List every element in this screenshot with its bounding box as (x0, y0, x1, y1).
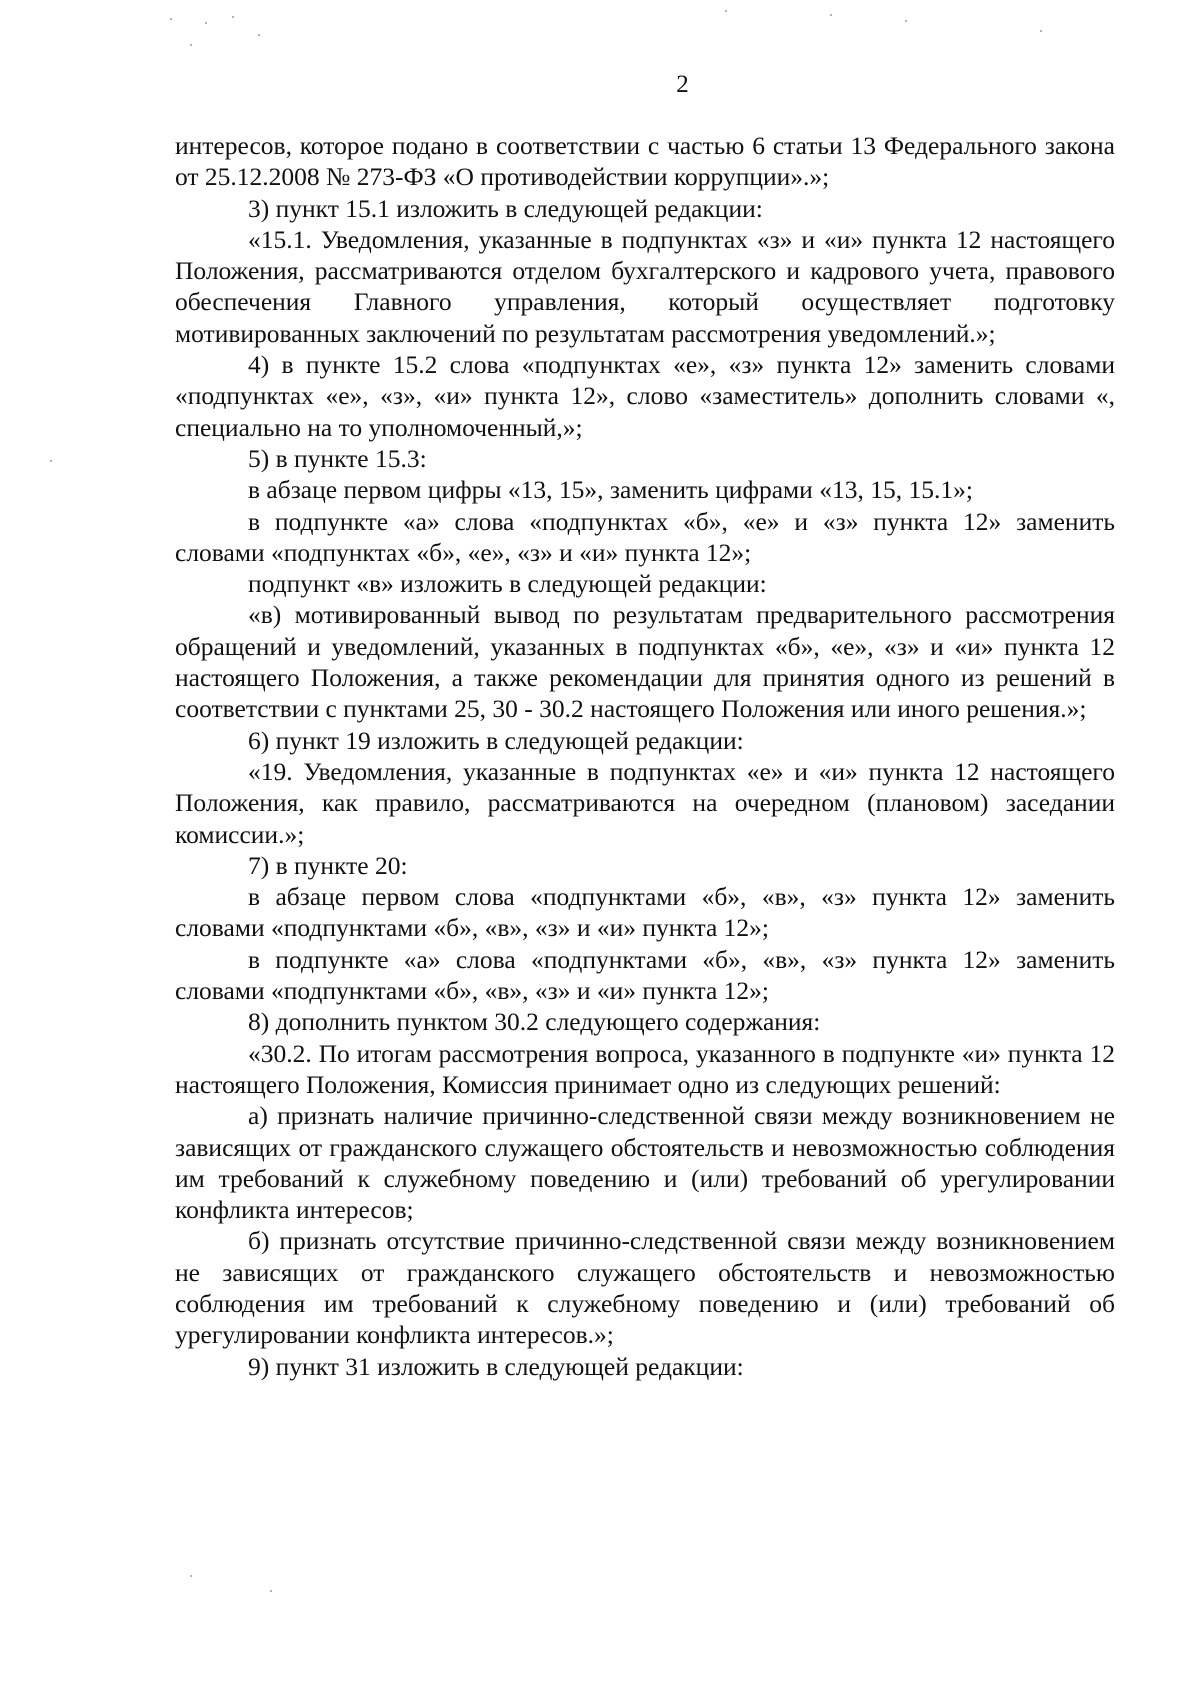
scan-speck (905, 20, 907, 22)
paragraph: «30.2. По итогам рассмотрения вопроса, указанного в подпункте «и» пункта 12 настоящего Положения, Комиссия принимает одно из следующих решений: (175, 1038, 1115, 1099)
scan-speck (725, 10, 727, 12)
scan-speck (205, 22, 207, 24)
paragraph: 5) в пункте 15.3: (248, 443, 427, 473)
paragraph: «15.1. Уведомления, указанные в подпунктах «з» и «и» пункта 12 настоящего Положения, рассматриваются отделом бухгалтерского и кадрового учета, правового обеспечения Главного управления, который осуществляет подготовку мотивированных заключений по результатам рассмотрения уведомлений.»; (175, 224, 1115, 348)
scan-speck (830, 14, 832, 16)
paragraph: 7) в пункте 20: (248, 850, 408, 880)
paragraph: 9) пункт 31 изложить в следующей редакции: (248, 1351, 744, 1381)
paragraph: 8) дополнить пунктом 30.2 следующего содержания: (248, 1007, 821, 1037)
paragraph: в подпункте «а» слова «подпунктами «б», «в», «з» пункта 12» заменить словами «подпунктами «б», «в», «з» и «и» пункта 12»; (175, 944, 1115, 1006)
paragraph: а) признать наличие причинно-следственной связи между возникновением не зависящих от гражданского служащего обстоятельств и невозможностью соблюдения им требований к служебному поведению и (или) требований об урегулировании конфликта интересов; (175, 1101, 1115, 1225)
scan-speck (190, 44, 192, 46)
scan-speck (270, 1590, 272, 1592)
paragraph: в абзаце первом цифры «13, 15», заменить цифрами «13, 15, 15.1»; (248, 475, 973, 505)
document-body (175, 130, 1115, 1382)
paragraph: подпункт «в» изложить в следующей редакции: (248, 569, 767, 599)
paragraph: в абзаце первом слова «подпунктами «б», «в», «з» пункта 12» заменить словами «подпунктами «б», «в», «з» и «и» пункта 12»; (175, 882, 1115, 943)
scan-speck (232, 16, 234, 18)
paragraph: 6) пункт 19 изложить в следующей редакции: (248, 725, 744, 755)
scan-speck (170, 18, 172, 20)
scan-speck (50, 460, 52, 462)
scan-speck (258, 34, 260, 36)
paragraph: интересов, которое подано в соответствии с частью 6 статьи 13 Федерального закона от 25.12.2008 № 273-ФЗ «О противодействии коррупции».»; (175, 131, 1115, 192)
scan-speck (190, 1575, 192, 1577)
paragraph: 4) в пункте 15.2 слова «подпунктах «е», «з» пункта 12» заменить словами «подпунктах «е», «з», «и» пункта 12», слово «заместитель» дополнить словами «, специально на то уполномоченный,»; (175, 350, 1115, 442)
paragraph: 3) пункт 15.1 изложить в следующей редакции: (248, 193, 763, 223)
scan-speck (1040, 30, 1042, 32)
paragraph: «19. Уведомления, указанные в подпунктах «е» и «и» пункта 12 настоящего Положения, как правило, рассматриваются на очередном (плановом) заседании комиссии.»; (175, 756, 1115, 849)
paragraph: «в) мотивированный вывод по результатам предварительного рассмотрения обращений и уведомлений, указанных в подпунктах «б», «е», «з» и «и» пункта 12 настоящего Положения, а также рекомендации для принятия одного из решений в соответствии с пунктами 25, 30 - 30.2 настоящего Положения или иного решения.»; (175, 600, 1115, 724)
paragraph: в подпункте «а» слова «подпунктах «б», «е» и «з» пункта 12» заменить словами «подпунктах «б», «е», «з» и «и» пункта 12»; (175, 506, 1115, 567)
page-number: 2 (676, 71, 689, 98)
paragraph: б) признать отсутствие причинно-следственной связи между возникновением не зависящих от гражданского служащего обстоятельств и невозможностью соблюдения им требований к служебному поведению и (или) требований об урегулировании конфликта интересов.»; (175, 1226, 1115, 1350)
